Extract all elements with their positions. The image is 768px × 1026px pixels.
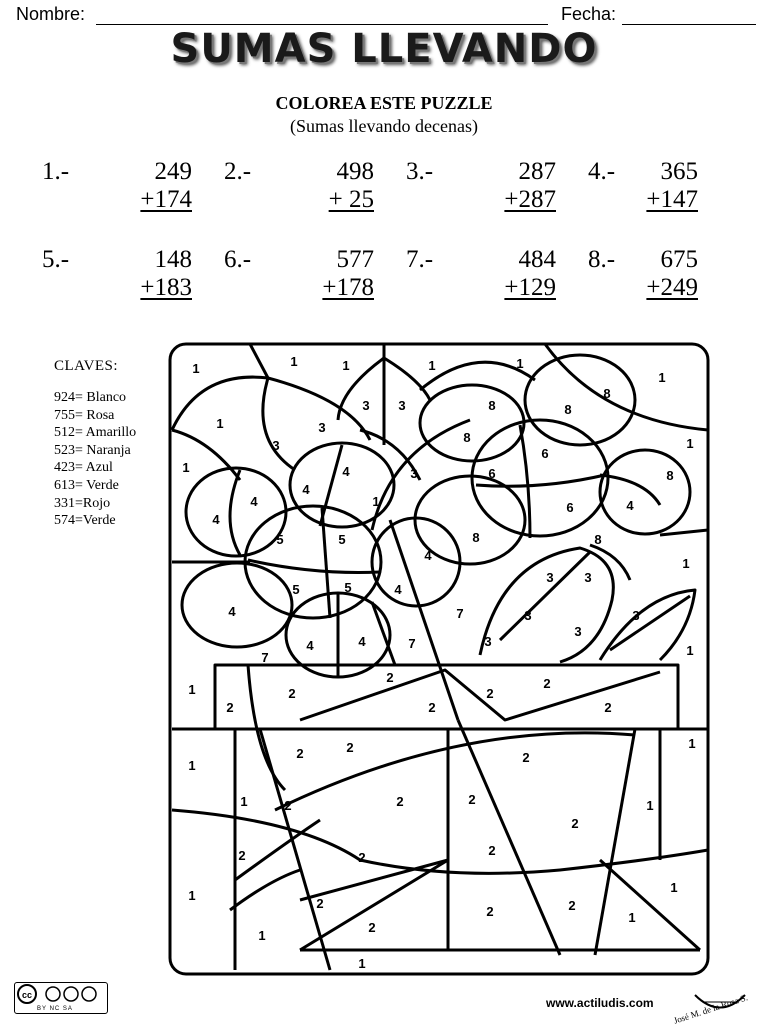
puzzle-number: 8	[603, 386, 611, 401]
puzzle-number: 2	[568, 898, 576, 913]
cc-license-badge	[14, 982, 108, 1014]
puzzle-number: 2	[316, 896, 324, 911]
color-key-title: CLAVES:	[54, 358, 119, 374]
name-label: Nombre:	[16, 4, 86, 24]
puzzle-number: 4	[626, 498, 634, 513]
instruction-subtitle: (Sumas llevando decenas)	[290, 116, 478, 136]
puzzle-number: 2	[486, 686, 494, 701]
puzzle-number: 1	[182, 460, 190, 475]
puzzle-number: 2	[284, 798, 292, 813]
color-key-item: 574=Verde	[54, 513, 116, 529]
puzzle-number: 2	[604, 700, 612, 715]
puzzle-line	[480, 548, 613, 662]
puzzle-number: 2	[468, 792, 476, 807]
puzzle-number: 8	[488, 398, 496, 413]
problem-bottom-number: + 25	[328, 186, 374, 213]
puzzle-number: 1	[342, 358, 350, 373]
puzzle-line	[263, 378, 295, 470]
puzzle-number: 1	[216, 416, 224, 431]
color-key-item: 331=Rojo	[54, 495, 111, 511]
problem-label: 1.-	[42, 158, 70, 185]
puzzle-line	[215, 665, 678, 729]
color-key-item: 755= Rosa	[54, 407, 115, 423]
site-url: www.actiludis.com	[546, 996, 654, 1010]
puzzle-number: 1	[240, 794, 248, 809]
puzzle-number: 2	[386, 670, 394, 685]
problem-top-number: 249	[154, 158, 192, 185]
puzzle-number: 3	[272, 438, 280, 453]
puzzle-number: 1	[258, 928, 266, 943]
puzzle-number: 1	[188, 888, 196, 903]
puzzle-number: 3	[632, 608, 640, 623]
problem-label: 8.-	[588, 246, 616, 273]
puzzle-line	[600, 450, 690, 534]
puzzle-number: 3	[318, 420, 326, 435]
puzzle-number: 1	[688, 736, 696, 751]
puzzle-number: 2	[346, 740, 354, 755]
color-key-item: 512= Amarillo	[54, 425, 137, 441]
puzzle-number: 1	[686, 643, 694, 658]
puzzle-number: 5	[338, 532, 346, 547]
puzzle-number: 3	[574, 624, 582, 639]
puzzle-number: 2	[358, 850, 366, 865]
puzzle-number: 6	[488, 466, 496, 481]
puzzle-line	[458, 720, 560, 955]
puzzle-number: 4	[342, 464, 350, 479]
puzzle-number: 4	[250, 494, 258, 509]
puzzle-number: 4	[424, 548, 432, 563]
puzzle-number: 3	[398, 398, 406, 413]
puzzle-line	[600, 860, 700, 950]
puzzle-number: 1	[428, 358, 436, 373]
problem-label: 6.-	[224, 246, 252, 273]
puzzle-number: 2	[522, 750, 530, 765]
puzzle-number: 1	[192, 361, 200, 376]
puzzle-line	[275, 733, 635, 810]
problem-top-number: 287	[518, 158, 556, 185]
puzzle-number: 8	[594, 532, 602, 547]
puzzle-line	[235, 820, 320, 880]
puzzle-number: 2	[486, 904, 494, 919]
problem-label: 2.-	[224, 158, 252, 185]
puzzle-number: 3	[484, 634, 492, 649]
puzzle-line	[230, 470, 240, 555]
svg-text:cc: cc	[21, 990, 33, 1000]
puzzle-number: 1	[372, 494, 380, 509]
problem-bottom-number: +249	[646, 274, 698, 301]
puzzle-number: 2	[288, 686, 296, 701]
puzzle-number: 3	[524, 608, 532, 623]
problem-top-number: 484	[518, 246, 556, 273]
color-key-item: 613= Verde	[54, 477, 119, 493]
color-key-item: 423= Azul	[54, 460, 113, 476]
author-credit: José M. de la Rosa S.	[672, 992, 749, 1026]
puzzle-number: 3	[546, 570, 554, 585]
puzzle-number: 8	[472, 530, 480, 545]
problem-top-number: 675	[660, 246, 698, 273]
puzzle-number: 7	[456, 606, 464, 621]
puzzle-number: 1	[290, 354, 298, 369]
puzzle-number: 8	[463, 430, 471, 445]
date-label: Fecha:	[561, 4, 617, 24]
problem-bottom-number: +174	[140, 186, 192, 213]
puzzle-number: 1	[658, 370, 666, 385]
puzzle-number: 4	[358, 634, 366, 649]
puzzle-number: 4	[302, 482, 310, 497]
puzzle-number: 4	[394, 582, 402, 597]
puzzle-line	[420, 385, 524, 461]
cc-license-label: BY NC SA	[37, 1006, 73, 1012]
problem-top-number: 148	[154, 246, 192, 273]
puzzle-number: 3	[584, 570, 592, 585]
puzzle-number: 2	[543, 676, 551, 691]
puzzle-number: 1	[670, 880, 678, 895]
instruction-title: COLOREA ESTE PUZZLE	[275, 93, 493, 113]
problem-top-number: 365	[660, 158, 698, 185]
puzzle-number: 1	[188, 682, 196, 697]
color-key-item: 924= Blanco	[54, 390, 127, 405]
problem-bottom-number: +129	[504, 274, 556, 301]
problem-label: 5.-	[42, 246, 70, 273]
problem-bottom-number: +183	[140, 274, 192, 301]
puzzle-line	[250, 344, 268, 378]
puzzle-number: 4	[228, 604, 236, 619]
problem-bottom-number: +147	[646, 186, 698, 213]
puzzle-number: 1	[682, 556, 690, 571]
puzzle-number: 5	[344, 580, 352, 595]
problem-label: 3.-	[406, 158, 434, 185]
puzzle-line	[372, 420, 470, 530]
puzzle-line	[245, 506, 381, 618]
puzzle-number: 8	[666, 468, 674, 483]
puzzle-number: 7	[408, 636, 416, 651]
puzzle-number: 5	[276, 532, 284, 547]
cc-logo-icon	[15, 983, 107, 1005]
smile-logo-icon	[690, 990, 750, 1020]
puzzle-number: 4	[212, 512, 220, 527]
puzzle-number: 8	[564, 402, 572, 417]
problem-bottom-number: +287	[504, 186, 556, 213]
puzzle-number: 1	[686, 436, 694, 451]
page-title-text: SUMAS LLEVANDO	[170, 26, 598, 72]
puzzle-number: 2	[296, 746, 304, 761]
puzzle-number: 2	[396, 794, 404, 809]
puzzle-border	[170, 344, 708, 974]
problem-label: 4.-	[588, 158, 616, 185]
puzzle-line	[182, 563, 292, 647]
puzzle-number: 2	[488, 843, 496, 858]
puzzle-number: 2	[368, 920, 376, 935]
puzzle-number: 3	[362, 398, 370, 413]
puzzle-line	[660, 530, 708, 535]
puzzle-number: 2	[226, 700, 234, 715]
puzzle-number: 1	[188, 758, 196, 773]
problem-top-number: 498	[336, 158, 374, 185]
puzzle-number: 7	[261, 650, 269, 665]
puzzle-number: 1	[628, 910, 636, 925]
puzzle-number: 6	[541, 446, 549, 461]
puzzle-number: 5	[292, 582, 300, 597]
puzzle-number: 1	[358, 956, 366, 971]
puzzle-outlines	[170, 344, 708, 974]
puzzle-number: 1	[646, 798, 654, 813]
puzzle-line	[172, 377, 370, 440]
color-key-item: 523= Naranja	[54, 442, 131, 458]
puzzle-number: 1	[516, 356, 524, 371]
puzzle-number: 6	[566, 500, 574, 515]
puzzle-number: 2	[238, 848, 246, 863]
puzzle-number: 3	[410, 466, 418, 481]
puzzle-number: 2	[428, 700, 436, 715]
puzzle-number: 2	[571, 816, 579, 831]
problem-label: 7.-	[406, 246, 434, 273]
problem-top-number: 577	[336, 246, 374, 273]
puzzle-number: 4	[306, 638, 314, 653]
problem-bottom-number: +178	[322, 274, 374, 301]
puzzle-line	[260, 729, 330, 970]
